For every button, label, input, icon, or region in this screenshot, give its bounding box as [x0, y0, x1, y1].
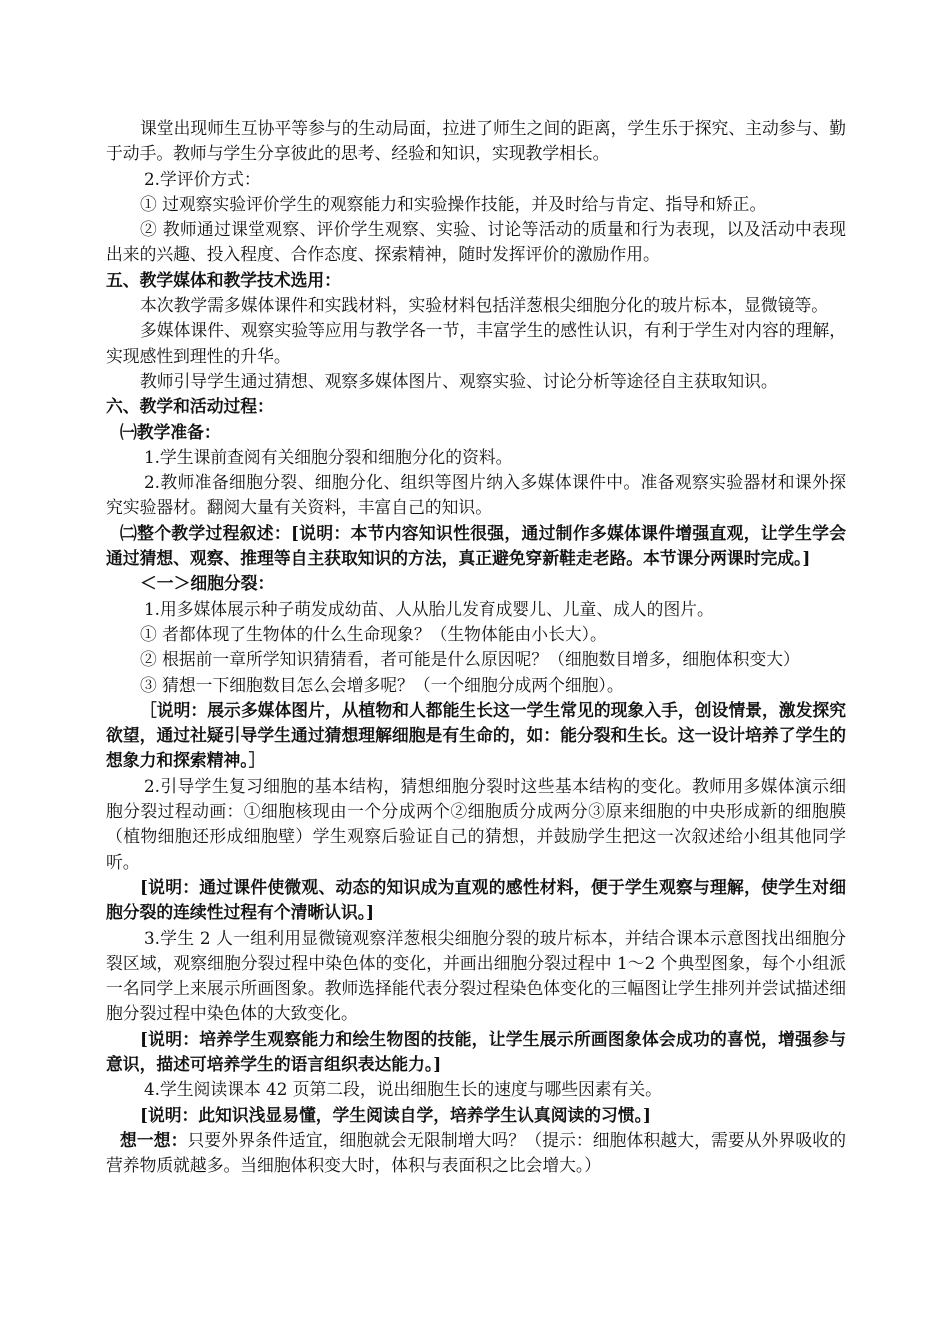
subheading-cell-division: ＜一＞细胞分裂：: [140, 573, 275, 594]
paragraph: 2.教师准备细胞分裂、细胞分化、组织等图片纳入多媒体课件中。准备观察实验器材和课外探究实验器材。翻阅大量有关资料，丰富自己的知识。: [106, 472, 846, 518]
paragraph: 课堂出现师生互协平等参与的生动局面，拉进了师生之间的距离，学生乐于探究、主动参与、勤于动手。教师与学生分享彼此的思考、经验和知识，实现教学相长。: [106, 118, 846, 164]
paragraph: 教师引导学生通过猜想、观察多媒体图片、观察实验、讨论分析等途径自主获取知识。: [140, 370, 778, 391]
paragraph: 1.用多媒体展示种子萌发成幼苗、人从胎儿发育成婴儿、儿童、成人的图片。: [144, 598, 714, 619]
subheading-preparation: ㈠教学准备：: [120, 421, 221, 442]
section-heading-5: 五、教学媒体和教学技术选用：: [106, 269, 341, 290]
subheading-evaluation: 2.学评价方式：: [144, 168, 261, 189]
section-heading-6: 六、教学和活动过程：: [106, 396, 274, 417]
paragraph: ② 根据前一章所学知识猜猜看，者可能是什么原因呢？（细胞数目增多，细胞体积变大）: [140, 649, 800, 670]
paragraph: 多媒体课件、观察实验等应用与教学各一节，丰富学生的感性认识，有利于学生对内容的理解，实现感性到理性的升华。: [106, 320, 846, 366]
paragraph: ③ 猜想一下细胞数目怎么会增多呢？（一个细胞分成两个细胞）。: [140, 674, 624, 695]
paragraph: 4.学生阅读课本 42 页第二段，说出细胞生长的速度与哪些因素有关。: [144, 1079, 662, 1100]
paragraph: ② 教师通过课堂观察、评价学生观察、实验、讨论等活动的质量和行为表现，以及活动中表现出来的兴趣、投入程度、合作态度、探索精神，随时发挥评价的激励作用。: [106, 219, 846, 265]
paragraph: ① 过观察实验评价学生的观察能力和实验操作技能，并及时给与肯定、指导和矫正。: [140, 193, 767, 214]
think-text: 只要外界条件适宜，细胞就会无限制增大吗？（提示：细胞体积越大，需要从外界吸收的营养物质就越多。当细胞体积变大时，体积与表面积之比会增大。）: [106, 1129, 846, 1176]
paragraph-note: [说明：培养学生观察能力和绘生物图的技能，让学生展示所画图象体会成功的喜悦，增强参与意识，描述可培养学生的语言组织表达能力。]: [106, 1028, 846, 1074]
paragraph-note: [说明：通过课件使微观、动态的知识成为直观的感性材料，便于学生观察与理解，使学生对细胞分裂的连续性过程有个清晰认识。]: [106, 876, 846, 923]
paragraph: 本次教学需多媒体课件和实践材料，实验材料包括洋葱根尖细胞分化的玻片标本，显微镜等。: [140, 295, 829, 316]
paragraph: 3.学生 2 人一组利用显微镜观察洋葱根尖细胞分裂的玻片标本，并结合课本示意图找出细胞分裂区域，观察细胞分裂过程中染色体的变化，并画出细胞分裂过程中 1～2 个典型图象，每个小组派一名同学上来展示所画图象。教师选择能代表分裂过程染色体变化的三幅图让学生排列并尝试描述细胞分裂过程中染色体的大致变化。: [106, 927, 846, 1024]
paragraph-think: [106, 1128, 846, 1179]
think-label: 想一想：: [120, 1129, 188, 1150]
paragraph: ① 者都体现了生物体的什么生命现象？（生物体能由小长大）。: [140, 623, 607, 644]
paragraph: 2.引导学生复习细胞的基本结构，猜想细胞分裂时这些基本结构的变化。教师用多媒体演示细胞分裂过程动画：①细胞核现由一个分成两个②细胞质分成两分③原来细胞的中央形成新的细胞膜（植物细胞还形成细胞壁）学生观察后验证自己的猜想，并鼓励学生把这一次叙述给小组其他同学听。: [106, 775, 846, 872]
paragraph-note: ㈡整个教学过程叙述：[说明：本节内容知识性很强，通过制作多媒体课件增强直观，让学生学会通过猜想、观察、推理等自主获取知识的方法，真正避免穿新鞋走老路。本节课分两课时完成。]: [106, 522, 846, 569]
paragraph-note: ［说明：展示多媒体图片，从植物和人都能生长这一学生常见的现象入手，创设情景，激发探究欲望，通过社疑引导学生通过猜想理解细胞是有生命的，如：能分裂和生长。这一设计培养了学生的想象力和探索精神。］: [106, 699, 846, 771]
paragraph: 1.学生课前查阅有关细胞分裂和细胞分化的资料。: [144, 446, 513, 467]
paragraph-note: [说明：此知识浅显易懂，学生阅读自学，培养学生认真阅读的习惯。]: [140, 1104, 651, 1125]
